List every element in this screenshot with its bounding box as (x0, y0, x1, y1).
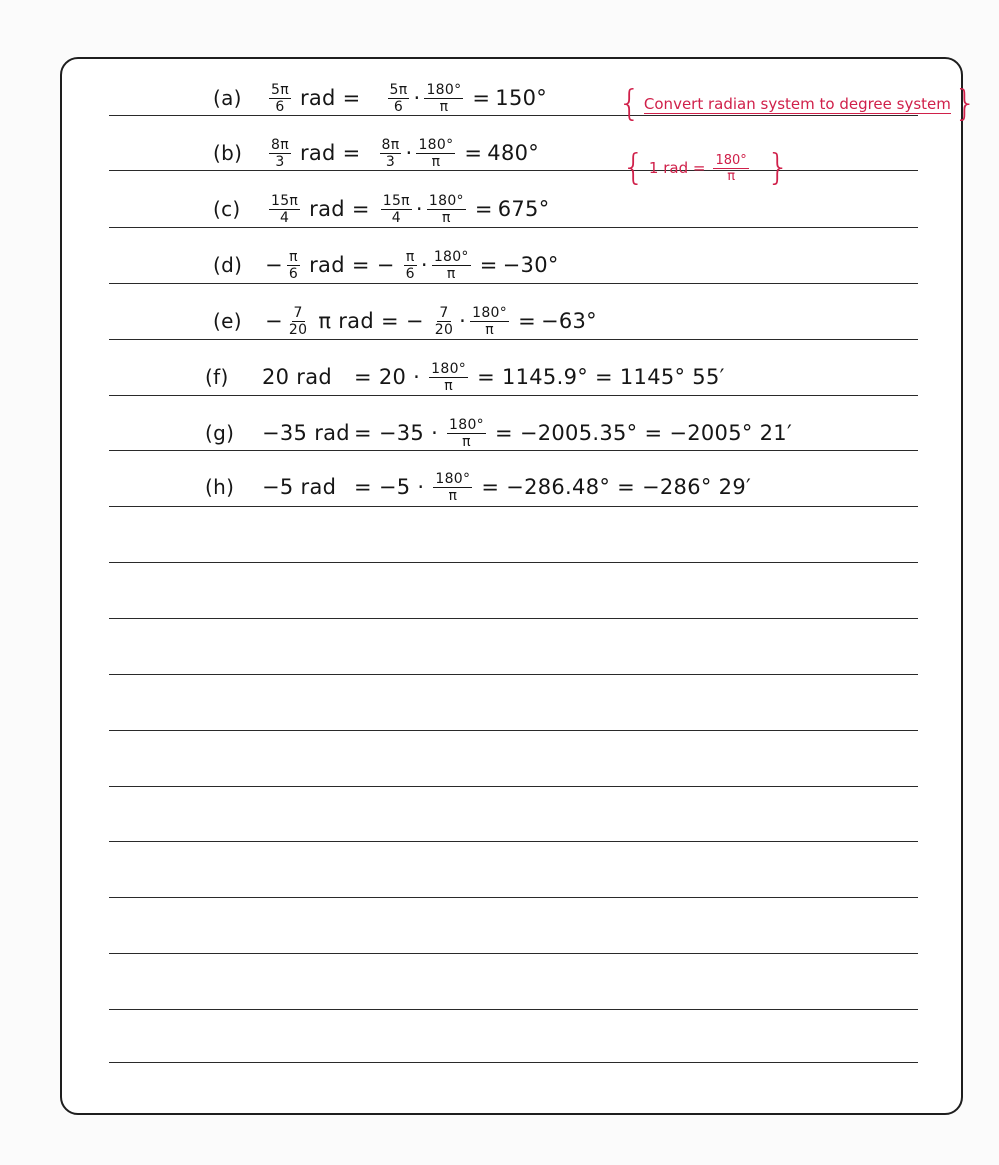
problem-label: (a) (213, 86, 242, 110)
angle-fraction: $\frac{15\pi}{4}$ (382, 192, 410, 226)
equals-sign: = (518, 309, 536, 333)
angle-fraction: $\frac{8\pi}{3}$ (381, 136, 400, 170)
result-value: 150° (495, 86, 548, 110)
result-value: = −2005.35° = −2005° 21′ (494, 421, 793, 445)
conversion-expression (265, 82, 547, 115)
problem-label: (b) (213, 141, 243, 165)
conversion-expression (257, 361, 730, 394)
unit-text: rad = (299, 86, 361, 110)
conversion-expression (257, 471, 756, 504)
substitution: = 20 · (354, 365, 421, 389)
ruled-line (109, 1009, 918, 1010)
minus-sign: − (265, 309, 283, 333)
problem-g (205, 408, 797, 458)
angle-fraction: $\frac{5\pi}{6}$ (389, 81, 408, 115)
result-value: = −286.48° = −286° 29′ (481, 475, 752, 499)
multiply-dot: · (459, 309, 467, 333)
brace-open: { (622, 147, 645, 188)
problem-c (213, 184, 550, 234)
result-value: 675° (497, 197, 550, 221)
conversion-expression (265, 137, 539, 170)
problem-h (205, 462, 756, 512)
conversion-factor: $\frac{180^\circ}{\pi}$ (433, 248, 469, 282)
unit-text: π rad = − (318, 309, 424, 333)
result-value: −30° (502, 253, 559, 277)
formula-fraction: $\frac{180^\circ}{\pi}$ (715, 152, 747, 184)
conversion-expression (265, 193, 550, 226)
lhs-value: −35 rad (262, 421, 350, 445)
formula-lhs: 1 rad = (648, 159, 706, 177)
brace-close: } (953, 83, 977, 124)
problem-f (205, 352, 730, 402)
ruled-line (109, 841, 918, 842)
result-value: −63° (540, 309, 597, 333)
result-value: = 1145.9° = 1145° 55′ (477, 365, 725, 389)
ruled-line (109, 674, 918, 675)
conversion-expression (265, 249, 559, 282)
problem-b (213, 128, 539, 178)
conversion-factor: $\frac{180^\circ}{\pi}$ (472, 304, 508, 338)
conversion-expression (257, 417, 797, 450)
angle-fraction: $\frac{15\pi}{4}$ (271, 192, 299, 226)
ruled-line (109, 897, 918, 898)
lhs-value: −5 rad (262, 475, 337, 499)
multiply-dot: · (415, 197, 423, 221)
red-formula (622, 147, 790, 188)
multiply-dot: · (405, 141, 413, 165)
multiply-dot: · (420, 253, 428, 277)
problem-e (213, 296, 597, 346)
ruled-line (109, 1062, 918, 1063)
ruled-line (109, 618, 918, 619)
lhs-value: 20 rad (262, 365, 333, 389)
angle-fraction: $\frac{7}{20}$ (434, 304, 454, 338)
ruled-line (109, 953, 918, 954)
problem-label: (g) (205, 421, 235, 445)
note-text: Convert radian system to degree system (643, 94, 951, 113)
problem-label: (f) (205, 365, 229, 389)
conversion-factor: $\frac{180^\circ}{\pi}$ (435, 470, 471, 504)
conversion-expression (265, 305, 597, 338)
ruled-line (109, 562, 918, 563)
angle-fraction: $\frac{\pi}{6}$ (405, 248, 415, 282)
brace-open: { (618, 83, 641, 124)
equals-sign: = (474, 197, 493, 221)
equals-sign: = (472, 86, 491, 110)
angle-fraction: $\frac{\pi}{6}$ (288, 248, 299, 282)
substitution: = −35 · (354, 421, 439, 445)
problem-label: (e) (213, 309, 242, 333)
brace-close: } (766, 147, 790, 188)
unit-text: rad = − (309, 253, 395, 277)
conversion-factor: $\frac{180^\circ}{\pi}$ (426, 81, 462, 115)
multiply-dot: · (413, 86, 421, 110)
problem-label: (d) (213, 253, 243, 277)
angle-fraction: $\frac{5\pi}{6}$ (271, 81, 289, 115)
conversion-factor: $\frac{180^\circ}{\pi}$ (449, 416, 484, 450)
result-value: 480° (487, 141, 540, 165)
problem-label: (h) (205, 475, 235, 499)
angle-fraction: $\frac{7}{20}$ (288, 304, 308, 338)
angle-fraction: $\frac{8\pi}{3}$ (271, 136, 289, 170)
problem-d (213, 240, 559, 290)
problem-label: (c) (213, 197, 241, 221)
conversion-factor: $\frac{180^\circ}{\pi}$ (431, 360, 467, 394)
problem-a (213, 73, 547, 123)
conversion-factor: $\frac{180^\circ}{\pi}$ (418, 136, 454, 170)
conversion-factor: $\frac{180^\circ}{\pi}$ (428, 192, 464, 226)
ruled-line (109, 730, 918, 731)
unit-text: rad = (299, 141, 361, 165)
unit-text: rad = (309, 197, 370, 221)
minus-sign: − (265, 253, 283, 277)
equals-sign: = (479, 253, 498, 277)
ruled-line (109, 786, 918, 787)
substitution: = −5 · (354, 475, 425, 499)
red-note (618, 83, 977, 124)
equals-sign: = (464, 141, 483, 165)
